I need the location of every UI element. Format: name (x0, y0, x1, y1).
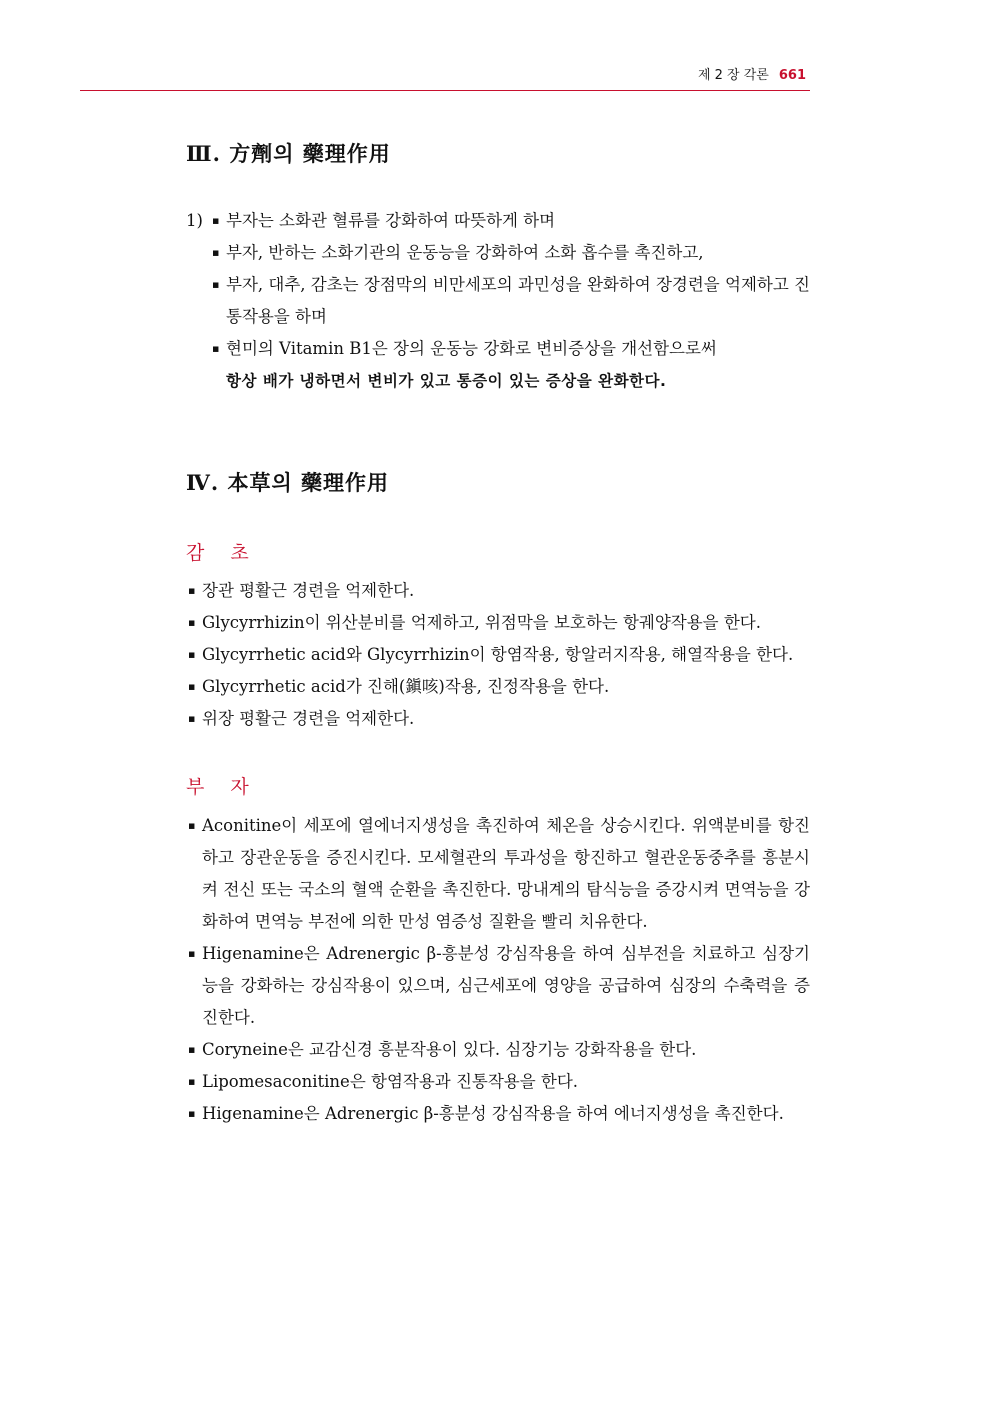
herb-heading-gamcho: 감 초 (186, 542, 259, 564)
herb-heading-buja: 부 자 (186, 776, 259, 798)
list-item: ▪ Glycyrrhetic acid와 Glycyrrhizin이 항염작용, 항알러지작용, 해열작용을 한다. (186, 639, 810, 671)
list-item: ▪ Lipomesaconitine은 항염작용과 진통작용을 한다. (186, 1066, 810, 1098)
list-item: ▪ Higenamine은 Adrenergic β-흥분성 강심작용을 하여 심부전을 치료하고 심장기능을 강화하는 강심작용이 있으며, 심근세포에 영양을 공급하여 심장의 수축력을 증진한다. (186, 938, 810, 1034)
list-item: ▪ 부자는 소화관 혈류를 강화하여 따뜻하게 하며 (186, 205, 810, 237)
gamcho-list (186, 575, 810, 735)
chapter-label: 제 2 장 각론 (697, 68, 769, 83)
list-item: ▪ 부자, 대추, 감초는 장점막의 비만세포의 과민성을 완화하여 장경련을 억제하고 진통작용을 하며 (186, 269, 810, 333)
conclusion-text: 항상 배가 냉하면서 변비가 있고 통증이 있는 증상을 완화한다. (226, 372, 667, 390)
list-item: ▪ 부자, 반하는 소화기관의 운동능을 강화하여 소화 흡수를 촉진하고, (186, 237, 810, 269)
section-3-title: Ⅲ. 方劑의 藥理作用 (186, 141, 391, 166)
list-item: ▪ Coryneine은 교감신경 흥분작용이 있다. 심장기능 강화작용을 한다. (186, 1034, 810, 1066)
page-header (80, 66, 810, 91)
list-item: ▪ 위장 평활근 경련을 억제한다. (186, 703, 810, 735)
list-item: ▪ 현미의 Vitamin B1은 장의 운동능 강화로 변비증상을 개선함으로써 (186, 333, 810, 365)
section-3-list (186, 205, 810, 397)
list-item: ▪ 장관 평활근 경련을 억제한다. (186, 575, 810, 607)
list-item: ▪ Glycyrrhizin이 위산분비를 억제하고, 위점막을 보호하는 항궤양작용을 한다. (186, 607, 810, 639)
buja-list (186, 810, 810, 1130)
section-4-title: Ⅳ. 本草의 藥理作用 (186, 470, 390, 495)
list-item: ▪ Higenamine은 Adrenergic β-흥분성 강심작용을 하여 에너지생성을 촉진한다. (186, 1098, 810, 1130)
list-number: 1) (186, 211, 203, 230)
list-item: ▪ Glycyrrhetic acid가 진해(鎭咳)작용, 진정작용을 한다. (186, 671, 810, 703)
page-number: 661 (778, 68, 806, 83)
list-item: ▪ Aconitine이 세포에 열에너지생성을 촉진하여 체온을 상승시킨다. 위액분비를 항진하고 장관운동을 증진시킨다. 모세혈관의 투과성을 항진하고 혈관운동중추를 흥분시켜 전신 또는 국소의 혈액 순환을 촉진한다. 망내계의 탐식능을 증강시켜 면역능을 강화하여 면역능 부전에 의한 만성 염증성 질환을 빨리 치유한다. (186, 810, 810, 938)
